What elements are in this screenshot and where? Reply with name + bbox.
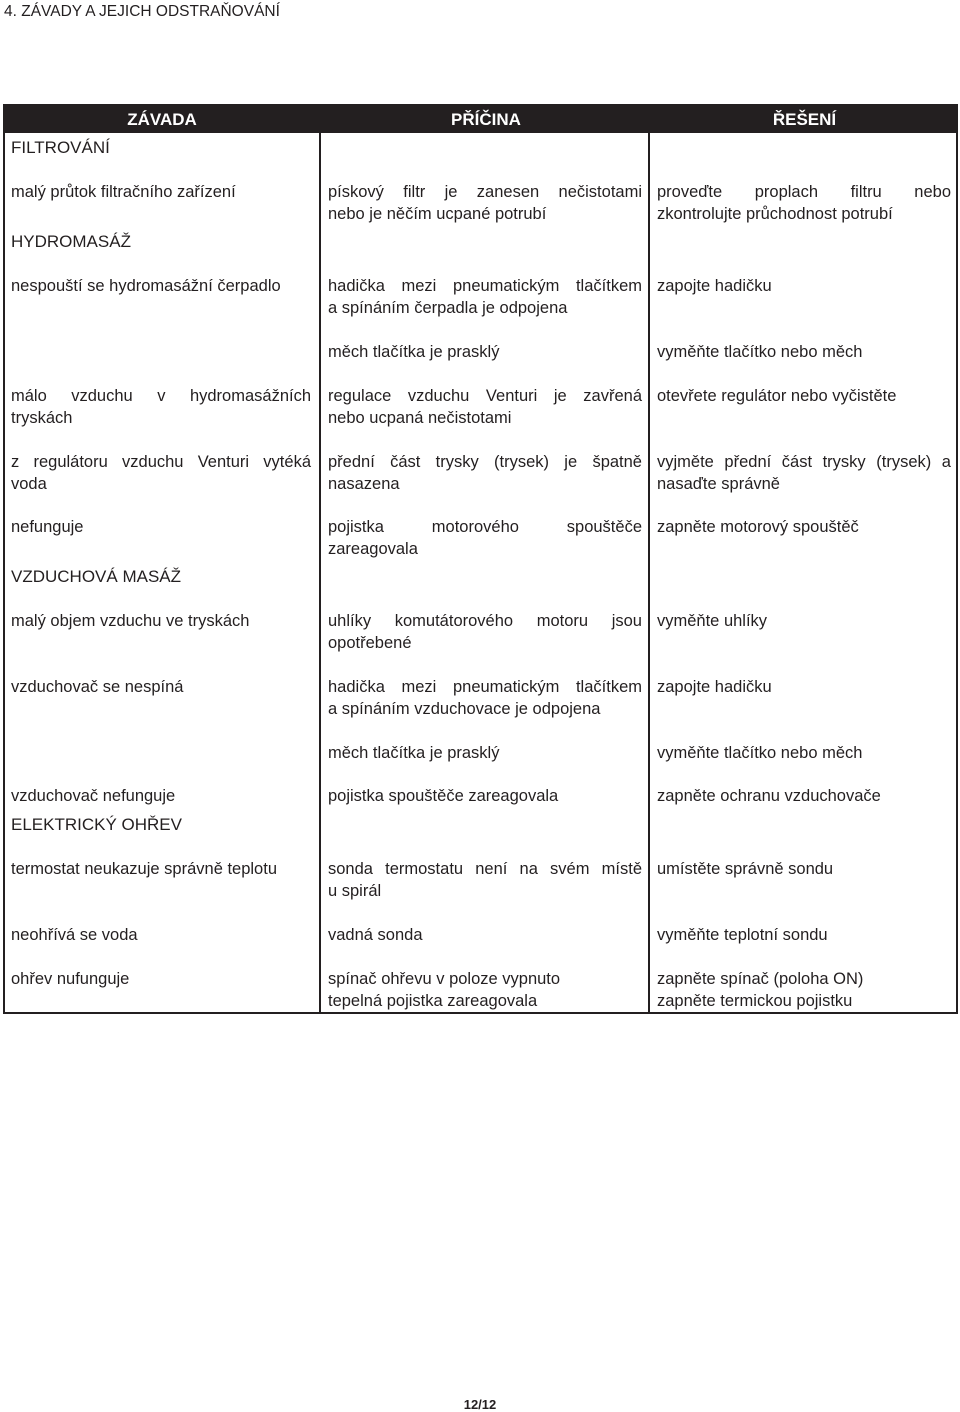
fault-cell: neohřívá se voda — [11, 926, 138, 944]
solution-cell: umístěte správně sondu — [657, 860, 834, 878]
section-title-electric-heating: ELEKTRICKÝ OHŘEV — [11, 815, 182, 834]
cause-cell: regulace vzduchu Venturi je zavřená nebo ucpaná nečistotami — [328, 387, 642, 427]
column-header-fault: ZÁVADA — [127, 110, 197, 129]
cause-cell: spínač ohřevu v poloze vypnuto tepelná pojistka zareagovala — [328, 970, 561, 1010]
fault-cell: z regulátoru vzduchu Venturi vytéká voda — [11, 453, 311, 493]
cause-cell: vadná sonda — [328, 926, 423, 944]
fault-cell: malý objem vzduchu ve tryskách — [11, 612, 250, 630]
solution-cell: vyměňte tlačítko nebo měch — [657, 343, 863, 361]
fault-cell: ohřev nufunguje — [11, 970, 130, 988]
section-title-hydromassage: HYDROMASÁŽ — [11, 232, 131, 251]
cause-cell: sonda termostatu není na svém místě u spirál — [328, 860, 642, 900]
troubleshooting-table — [3, 104, 958, 1014]
fault-cell: málo vzduchu v hydromasážních tryskách — [11, 387, 311, 427]
column-header-solution: ŘEŠENÍ — [772, 110, 837, 129]
solution-cell: vyměňte uhlíky — [657, 612, 768, 630]
cause-cell: hadička mezi pneumatickým tlačítkem a spínáním čerpadla je odpojena — [328, 277, 642, 317]
solution-cell: vyjměte přední část trysky (trysek) a nasaďte správně — [657, 453, 951, 493]
column-header-cause: PŘÍČINA — [451, 110, 521, 129]
solution-cell: otevřete regulátor nebo vyčistěte — [657, 387, 897, 405]
solution-cell: vyměňte tlačítko nebo měch — [657, 744, 863, 762]
cause-cell: hadička mezi pneumatickým tlačítkem a spínáním vzduchovace je odpojena — [328, 678, 642, 718]
cause-cell: pojistka spouštěče zareagovala — [328, 787, 559, 805]
fault-cell: vzduchovač se nespíná — [11, 678, 184, 696]
page-heading: 4. ZÁVADY A JEJICH ODSTRAŇOVÁNÍ — [4, 3, 280, 20]
cause-cell: pojistka motorového spouštěče zareagovala — [328, 518, 642, 558]
column-divider — [648, 104, 650, 1014]
cause-cell: měch tlačítka je prasklý — [328, 744, 500, 762]
solution-cell: proveďte proplach filtru nebo zkontrolujte průchodnost potrubí — [657, 183, 951, 223]
cause-cell: přední část trysky (trysek) je špatně nasazena — [328, 453, 642, 493]
solution-cell: zapněte ochranu vzduchovače — [657, 787, 881, 805]
solution-cell: vyměňte teplotní sondu — [657, 926, 828, 944]
fault-cell: nefunguje — [11, 518, 84, 536]
page-number: 12/12 — [463, 1397, 497, 1412]
solution-cell: zapněte motorový spouštěč — [657, 518, 859, 536]
section-title-filtration: FILTROVÁNÍ — [11, 138, 110, 157]
solution-cell: zapněte spínač (poloha ON) zapněte termickou pojistku — [657, 970, 864, 1010]
fault-cell: malý průtok filtračního zařízení — [11, 183, 236, 201]
fault-cell: termostat neukazuje správně teplotu — [11, 860, 277, 878]
cause-cell: uhlíky komutátorového motoru jsou opotřebené — [328, 612, 642, 652]
cause-cell: pískový filtr je zanesen nečistotami nebo je něčím ucpané potrubí — [328, 183, 642, 223]
column-divider — [319, 104, 321, 1014]
fault-cell: nespouští se hydromasážní čerpadlo — [11, 277, 281, 295]
solution-cell: zapojte hadičku — [657, 277, 772, 295]
solution-cell: zapojte hadičku — [657, 678, 772, 696]
section-title-air-massage: VZDUCHOVÁ MASÁŽ — [11, 567, 182, 586]
fault-cell: vzduchovač nefunguje — [11, 787, 176, 805]
cause-cell: měch tlačítka je prasklý — [328, 343, 500, 361]
